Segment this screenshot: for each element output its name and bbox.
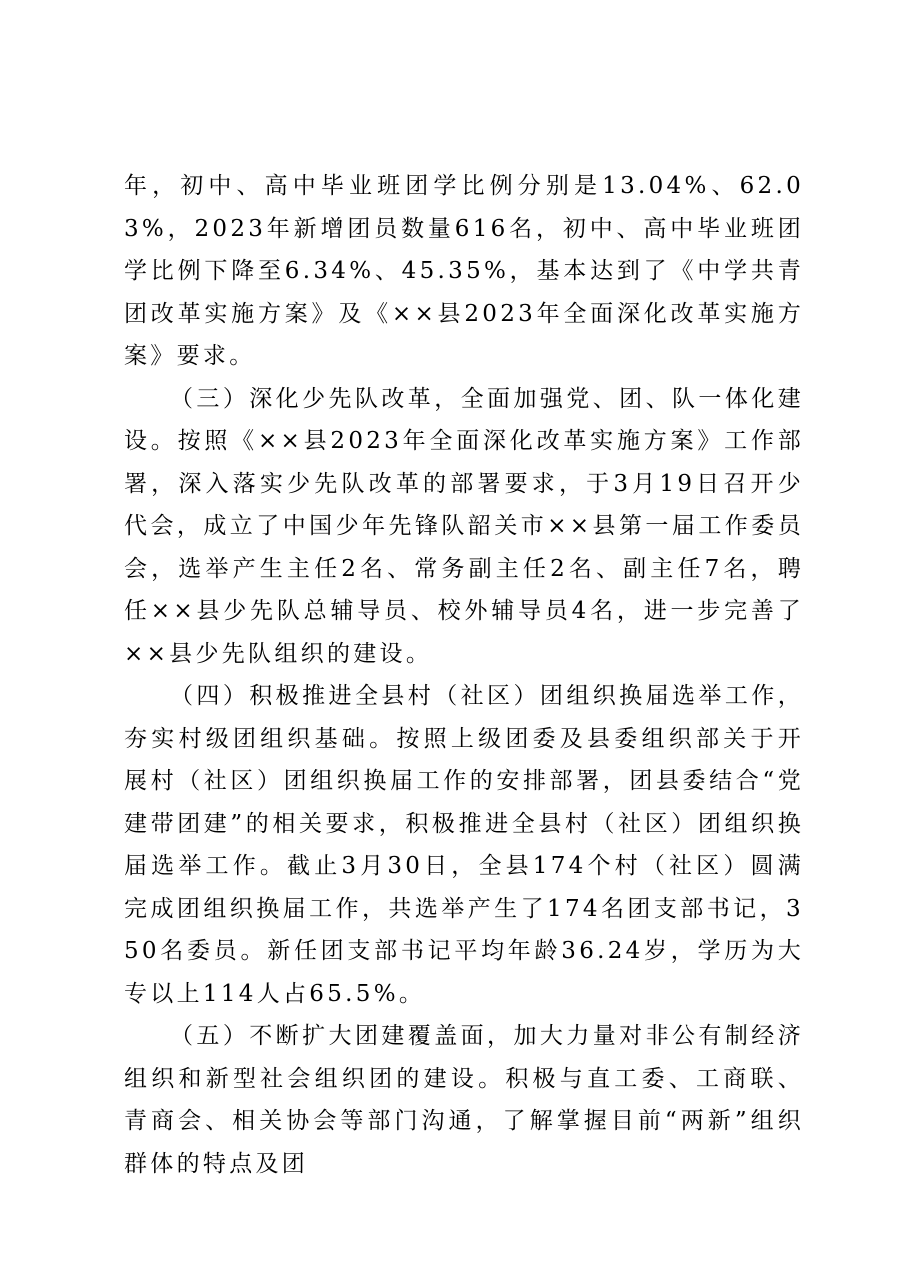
paragraph-section-three: （三）深化少先队改革，全面加强党、团、队一体化建设。按照《××县2023年全面深化改革实施方案》工作部署，深入落实少先队改革的部署要求，于3月19日召开少代会，成立了中国少年先锋队韶关市××县第一届工作委员会，选举产生主任2名、常务副主任2名、副主任7名，聘任××县少先队总辅导员、校外辅导员4名，进一步完善了××县少先队组织的建设。 [124, 385, 804, 667]
paragraph-section-four: （四）积极推进全县村（社区）团组织换届选举工作，夯实村级团组织基础。按照上级团委及县委组织部关于开展村（社区）团组织换届工作的安排部署，团县委结合“党建带团建”的相关要求，积极推进全县村（社区）团组织换届选举工作。截止3月30日，全县174个村（社区）圆满完成团组织换届工作，共选举产生了174名团支部书记，350名委员。新任团支部书记平均年龄36.24岁，学历为大专以上114人占65.5%。 [124, 683, 804, 1007]
paragraph-section-five: （五）不断扩大团建覆盖面，加大力量对非公有制经济组织和新型社会组织团的建设。积极与直工委、工商联、青商会、相关协会等部门沟通，了解掌握目前“两新”组织群体的特点及团 [124, 1023, 804, 1177]
document-body [124, 165, 804, 1185]
paragraph-continuation: 年，初中、高中毕业班团学比例分别是13.04%、62.03%，2023年新增团员数量616名，初中、高中毕业班团学比例下降至6.34%、45.35%，基本达到了《中学共青团改革实施方案》及《××县2023年全面深化改革实施方案》要求。 [124, 173, 804, 369]
